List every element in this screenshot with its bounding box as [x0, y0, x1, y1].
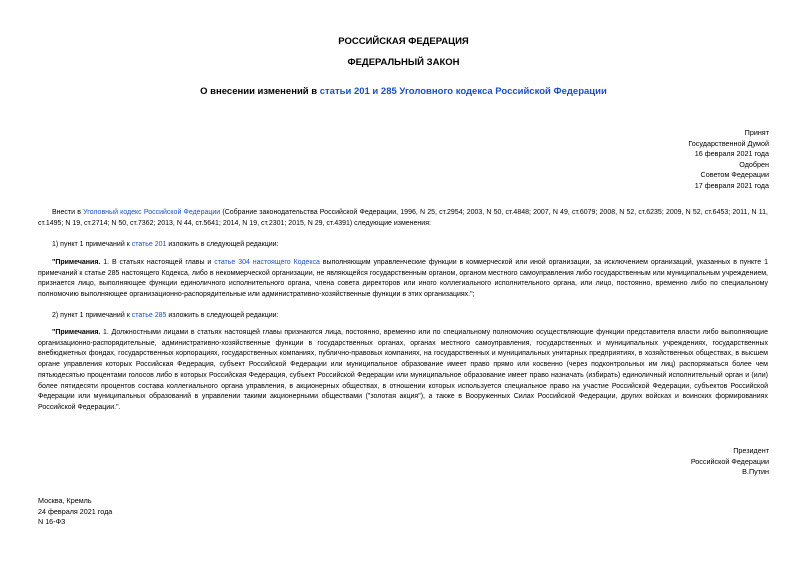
note-1-label: "Примечания.	[52, 259, 101, 266]
item-1-suffix: изложить в следующей редакции:	[166, 241, 279, 248]
country-heading: РОССИЙСКАЯ ФЕДЕРАЦИЯ	[338, 36, 469, 47]
note-1-text-b: выполняющим управленческие функции в коммерческой или иной организации, за исключением организаций, указанных в пункте 1 примечаний к статье 285 настоящего Кодекса, либо в некоммерческой организации, не являющейся государственным органом, органом местного самоуправления либо государственным или муниципальным учреждением, признается лицо, выполняющее функции единоличного исполнительного органа, члена совета директоров или иного коллегиального исполнительного органа, или лицо, постоянно, временно либо по специальному полномочию выполняющее организационно-распорядительные или административно-хозяйственные функции в этих организациях.";	[38, 259, 768, 299]
signature-block	[691, 446, 769, 478]
signature-name: В.Путин	[742, 467, 769, 477]
adoption-line-approved: Одобрен	[739, 159, 769, 169]
article-304-link[interactable]: статье 304 настоящего Кодекса	[214, 259, 320, 266]
adoption-line-duma: Государственной Думой	[688, 138, 769, 148]
adoption-line-adopted: Принят	[744, 128, 769, 137]
article-285-link[interactable]: статье 285	[131, 312, 167, 319]
signature-title: Президент	[733, 446, 769, 455]
signature-country: Российской Федерации	[690, 456, 769, 466]
place-date-block	[38, 496, 112, 528]
article-201-link[interactable]: статье 201	[131, 241, 167, 248]
note-2-text: 1. Должностными лицами в статьях настоящей главы признаются лица, постоянно, временно или по специальному полномочию осуществляющие функции представителя власти либо выполняющие организационно-распорядительные, административно-хозяйственные функции в государственных органах, органах местного самоуправления, государственных и муниципальных учреждениях, государственных внебюджетных фондах, государственных корпорациях, государственных компаниях, публично-правовых компаниях, на государственных и муниципальных унитарных предприятиях, в хозяйственных обществах, в высшем органе управления которых Российская Федерация, субъект Российской Федерации или муниципальное образование имеет право прямо или косвенно (через подконтрольных им лиц) распоряжаться более чем пятьюдесятью процентами голосов либо в которых Российская Федерация, субъект Российской Федерации или муниципальное образование имеет право назначать (избирать) единоличный исполнительный орган и (или) более пятидесяти процентов состава коллегиального органа управления, в акционерных обществах, в отношении которых используется специальное право на участие Российской Федерации, субъектов Российской Федерации или муниципальных образований в управлении такими акционерными обществами ("золотая акция"), а также в Вооруженных Силах Российской Федерации, других войсках и воинских формированиях Российской Федерации.".	[38, 329, 768, 411]
item-1-paragraph	[38, 240, 768, 251]
item-1-prefix: 1) пункт 1 примечаний к	[52, 241, 132, 248]
adoption-line-duma-date: 16 февраля 2021 года	[694, 149, 769, 159]
item-2-paragraph	[38, 311, 768, 322]
adoption-line-council-date: 17 февраля 2021 года	[694, 180, 769, 190]
law-title	[0, 86, 807, 97]
adoption-block	[688, 128, 769, 192]
signing-date: 24 февраля 2021 года	[38, 506, 113, 516]
intro-suffix: (Собрание законодательства Российской Федерации, 1996, N 25, ст.2954; 2003, N 50, ст.4848; 2007, N 49, ст.6079; 2008, N 52, ст.6235; 2009, N 52, ст.6453; 2011, N 11, ст.1495; N 19, ст.2714; N 50, ст.7362; 2013, N 44, ст.5641; 2014, N 19, ст.2301; 2015, N 29, ст.4391) следующие изменения:	[38, 209, 768, 227]
law-title-prefix: О внесении изменений в	[200, 86, 320, 97]
note-2-label: "Примечания.	[52, 329, 101, 336]
law-title-link[interactable]: статьи 201 и 285 Уголовного кодекса Российской Федерации	[319, 86, 607, 97]
item-2-prefix: 2) пункт 1 примечаний к	[52, 312, 132, 319]
intro-paragraph	[38, 208, 768, 229]
place: Москва, Кремль	[38, 496, 92, 505]
adoption-line-council: Советом Федерации	[700, 170, 769, 180]
intro-prefix: Внести в	[52, 209, 84, 216]
note-1-text-a: 1. В статьях настоящей главы и	[100, 259, 215, 266]
note-1-paragraph	[38, 258, 768, 301]
law-type-heading: ФЕДЕРАЛЬНЫЙ ЗАКОН	[347, 57, 460, 68]
item-2-suffix: изложить в следующей редакции:	[166, 312, 279, 319]
law-number: N 16-ФЗ	[38, 517, 66, 527]
note-2-paragraph	[38, 328, 768, 414]
criminal-code-link[interactable]: Уголовный кодекс Российской Федерации	[83, 209, 221, 216]
